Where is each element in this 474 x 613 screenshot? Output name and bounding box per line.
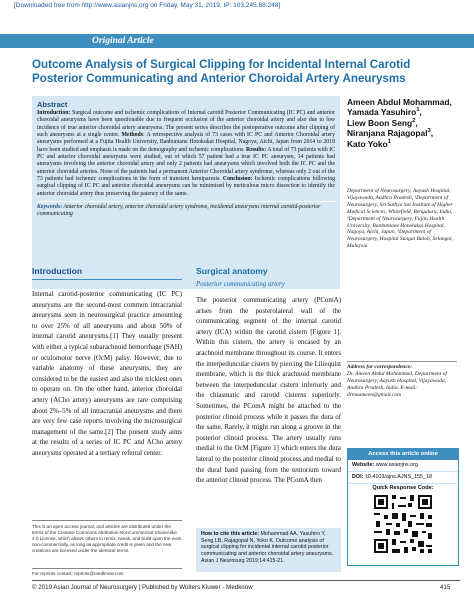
correspondence-text: Dr. Ameen Abdul Mohammad, Department of Neurosurgery, Aayush Hospital, Vijayawada, Andhra Pradesh, India. E-mail: drmaameen@gmail.com (347, 370, 447, 398)
footer-divider (32, 580, 460, 581)
keywords (37, 201, 335, 218)
qr-label: Quick Response Code: (372, 485, 434, 491)
correspondence-heading: Address for correspondence: (347, 364, 413, 370)
article-type: Original Article (82, 34, 164, 48)
page-number: 415 (440, 584, 451, 591)
abstract-heading: Abstract (37, 100, 68, 109)
correspondence (347, 361, 457, 399)
website-row (348, 460, 458, 472)
abstract-text (37, 110, 335, 198)
citation-box (196, 528, 341, 572)
section-divider (32, 279, 182, 280)
license-note: This is an open access journal, and articles are distributed under the terms of the Creative Commons Attribution-NonCommercial-ShareAlike 4.0 License, which allows others to remix, tweak, and build upon the work non-commercially, as long as appropriate credit is given and the new creations are licensed under the identical terms. (32, 524, 182, 553)
keywords-text: Anterior choroidal artery, anterior choroidal artery syndrome, incidental aneurysms internal carotid-posterior communicating (37, 204, 321, 218)
doi-label: DOI: (352, 474, 364, 480)
abstract-results: A total of 73 patients with IC PC and anterior choroidal aneurysms were studied, out of which 57 patient had a true IC PC aneurysm, 14 patients had aneurysms involving the anterior choroidal artery and only 2 patients had aneurysms which involved both the IC PC and the anterior choroidal arteries. None of the patients had a permanent Anterior Choroidal artery syndrome, whereas only 2 out of the 73 patients had ischemic complications in the form of transient hemiparesis. (37, 146, 335, 183)
citation-text: Mohammad AA, Yasuhiro Y, Seng LB, Rajagopal N, Yoko K. Outcome analysis of surgical clipping for incidental internal carotid posterior communicating and anterior choroidal artery aneurysms. Asian J Neurosurg 2019;14:415-21. (201, 531, 334, 564)
author-name: Kato Yoko$^1$ (347, 138, 391, 149)
intro-label: Introduction: (37, 110, 71, 116)
doi-row (348, 472, 458, 484)
surgical-anatomy-heading: Surgical anatomy (196, 266, 268, 276)
keywords-label: Keywords: (37, 204, 63, 211)
abstract-conclusion: Ischemic complications following surgical clipping of IC PC and anterior choroidal aneurysms can be minimised by meticulous micro dissection to identify the anterior choroidal artery thus preserving the patency of the same. (37, 176, 336, 197)
qr-code-icon[interactable] (372, 493, 434, 555)
affiliations: Department of Neurosurgery, Aayush Hospital, Vijayawada, Andhra Pradesh, ¹Department of Neurosurgery, Sri Sathya Sai Institute of Higher Medical Sciences, Whitefield, Bengaluru, India, ²Department of Neurosurgery, Fujita Health University, Banbuntane Hotokukai Hospital, Nagoya, Aichi, Japan, ³Department of Neurosurgery, Hospital Sungai Buloh, Selangor, Malaysia (347, 188, 454, 250)
website-link[interactable]: www.asianjns.org (375, 462, 418, 468)
website-label: Website: (352, 462, 375, 468)
author-name: Ameen Abdul Mohammad, (347, 97, 452, 107)
surgical-anatomy-subheading: Posterior communicating artery (196, 281, 285, 288)
footnote-divider (32, 520, 182, 521)
introduction-text: Internal carotid-posterior communicating (IC PC) aneurysms are the second-most common intracranial aneurysms seen in neurosurgical practice amounting to over 25% of all aneurysms and about 50% of internal carotid aneurysms.[1] They usually present with either a typical subarachnoid hemorrhage (SAH) or oculomotor nerve (OcM) palsy. However, due to variable anatomy of these aneurysms, they are considered to be the easiest and also the trickiest ones to operate on. On the other hand, anterior choroidal artery (ACho artery) aneurysms are rare comprising about 2%–5% of all intracranial aneurysms and there are very few case reports involving the microsurgical management of the same.[2] The present study aims at the results of a series of IC PC and ACho artery aneurysms operated at a tertiary referral center. (32, 291, 182, 457)
abstract-box (32, 96, 340, 289)
surgical-anatomy-text: The posterior communicating artery (PComA) arises from the posterolateral wall of the communicating segment of the internal carotid artery (ICA) within the carotid cistern [Figure 1]. Within this cistern, the artery is encased by an arachnoid membrane throughout its course. It enters the interpeduncular cistern by piercing the Liliequist membrane, which is the thick arachnoid membrane between the interpeduncular cistern inferiorly and the chiasmatic and carotid cisterns superiorly. Sometimes, the PComA might be attached to the posterior clinoid process while it passes the dura of the same. Rarely, it might run along a groove in the posterior clinoid process. The artery usually runs medial to the OcM [Figure 1] which enters the dura lateral to the posterior clinoid process and medial to the dural band passing from the tentorium toward the anterior clinoid process. The PComA then (196, 297, 341, 485)
footer-journal: © 2019 Asian Journal of Neurosurgery | Published by Wolters Kluwer - Medknow (32, 584, 253, 591)
conclusion-label: Conclusion: (222, 176, 253, 183)
author-name: Yamada Yasuhiro$^1$, (347, 107, 422, 118)
download-note: [Downloaded free from http://www.asianjns.org on Friday, May 31, 2019, IP: 103.245.88.248] (14, 2, 281, 9)
doi-link[interactable]: 10.4103/ajns.AJNS_155_18 (364, 474, 433, 480)
author-list (347, 97, 457, 149)
methods-label: Methods (121, 132, 144, 139)
introduction-heading: Introduction (32, 266, 83, 276)
reprints-note: For reprints contact: reprints@medknow.com (32, 568, 182, 576)
results-label: Results: (246, 146, 267, 153)
access-box (347, 448, 459, 566)
abstract-methods: : A retrospective analysis of 73 cases with IC PC and Anterior Choroidal artery aneurysms performed at a Fujita Health University, Banbuntane Hotokukai Hospital, Nagoya, Aichi, Japan from 2014 to 2018 have been studied and emphasis is made on the demography and ischemic complications. (37, 132, 336, 153)
author-name: Niranjana Rajagopal$^3$, (347, 128, 434, 139)
author-name: Liew Boon Seng$^2$, (347, 117, 418, 128)
access-heading: Access this article online (348, 449, 458, 460)
abstract-introduction: Surgical outcome and ischemic complications of Internal carotid Posterior Communicating (IC PC) and anterior choroidal aneurysms have been questionable due to frequent occlusion of the anterior choroidal artery and also due to low incidence of true anterior choroidal artery aneurysms. The present series describes the postoperative outcome after clipping of such aneurysms at a single centre. (37, 110, 335, 139)
article-type-banner (0, 34, 474, 48)
citation-label: How to cite this article: (201, 531, 259, 537)
paper-title: Outcome Analysis of Surgical Clipping for Incidental Internal Carotid Posterior Communicating and Anterior Choroidal Artery Aneurysms (32, 58, 411, 85)
